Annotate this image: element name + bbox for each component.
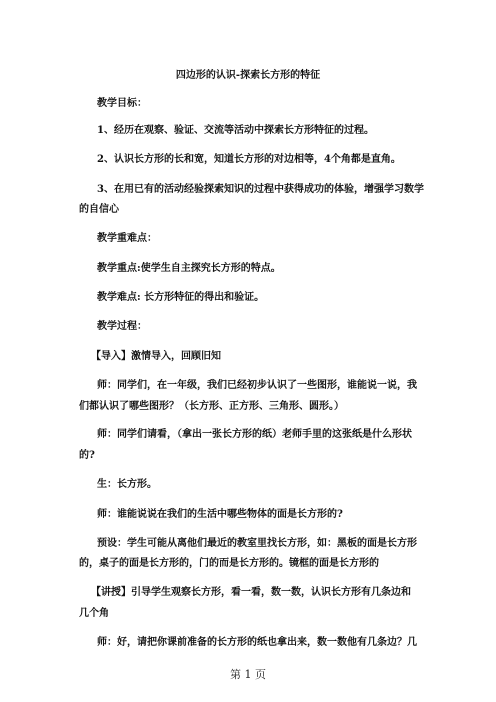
text-line: 生：长方形。 [97,479,157,490]
text-line: 的? [79,450,95,461]
text-line: 教学目标： [97,98,147,109]
text-line: 预设：学生可能从离他们最近的教室里找长方形，如：黑板的面是长方形 [97,538,417,549]
text-line: 3、在用已有的活动经验探索知识的过程中获得成功的体验，增强学习数学 [97,184,424,195]
text-line: 师：谁能说说在我们的生活中哪些物体的面是长方形的? [97,509,343,520]
text-line: 几个角 [79,608,109,619]
text-line: 教学难点: 长方形特征的得出和验证。 [97,292,265,303]
text-line: 教学过程： [97,321,147,332]
text-line: 的自信心 [79,204,119,215]
page-number: 第 1 页 [230,668,266,681]
text-line: 【讲授】引导学生观察长方形，看一看，数一数，认识长方形有几条边和 [91,587,411,598]
text-line: 教学重难点： [97,233,157,244]
text-line: 师：同学们，在一年级，我们已经初步认识了一些图形，谁能说一说，我 [97,380,417,391]
text-line: 师：同学们请看，（拿出一张长方形的纸）老师手里的这张纸是什么形状 [97,429,412,440]
text-line: 们都认识了哪些图形？（长方形、正方形、三角形、圆形。） [79,401,344,412]
text-line: 师：好，请把你课前准备的长方形的纸也拿出来，数一数他有几条边？几 [97,637,417,648]
text-line: 1、经历在观察、验证、交流等活动中探索长方形特征的过程。 [97,125,374,136]
page-title: 四边形的认识-探索长方形的特征 [175,70,321,81]
text-line: 【导入】激情导入，回顾旧知 [91,351,221,362]
text-line: 的，桌子的面是长方形的，门的而是长方形的。镜框的面是长方形的 [79,558,379,569]
text-line: 教学重点:使学生自主探究长方形的特点。 [97,263,281,274]
text-line: 2、认识长方形的长和宽，知道长方形的对边相等，4个角都是直角。 [97,154,401,165]
